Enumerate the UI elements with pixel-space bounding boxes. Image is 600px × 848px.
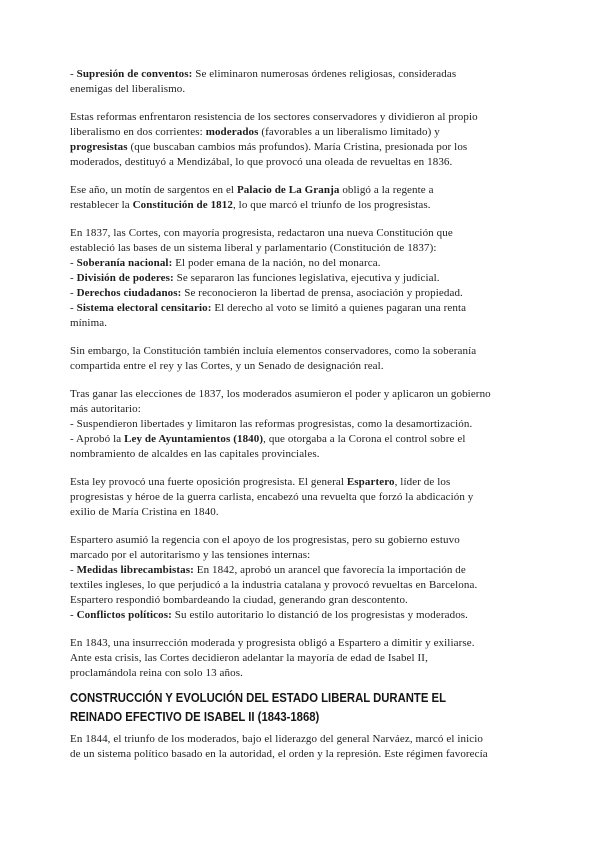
- text-line: [70, 608, 544, 623]
- bold-text: moderados: [205, 126, 259, 138]
- bold-text: Sistema electoral censitario:: [76, 302, 212, 314]
- text-line: [70, 183, 544, 198]
- text-line: [70, 533, 544, 548]
- text-line: [70, 747, 544, 762]
- text: Tras ganar las elecciones de 1837, los moderados asumieron el poder y aplicaron un gobierno: [70, 388, 491, 400]
- text-line: [70, 593, 544, 608]
- paragraph: [70, 533, 544, 623]
- text: marcado por el autoritarismo y las tensiones internas:: [70, 549, 311, 561]
- text-line: [70, 110, 544, 125]
- bold-text: CONSTRUCCIÓN Y EVOLUCIÓN DEL ESTADO LIBERAL DURANTE EL: [70, 690, 446, 705]
- text: -: [70, 257, 77, 269]
- text: En 1844, el triunfo de los moderados, bajo el liderazgo del general Narváez, marcó el inicio: [70, 733, 483, 745]
- bold-text: Soberanía nacional:: [76, 257, 173, 269]
- text: En 1842, aprobó un arancel que favorecía la importación de: [193, 564, 466, 576]
- paragraph: [70, 475, 544, 520]
- text: -: [70, 287, 77, 299]
- paragraph: [70, 636, 544, 681]
- text: -: [70, 272, 77, 284]
- text: moderados, destituyó a Mendizábal, lo que provocó una oleada de revueltas en 1836.: [70, 156, 453, 168]
- text-line: [70, 447, 544, 462]
- text: , líder de los: [394, 476, 451, 488]
- bold-text: División de poderes:: [76, 272, 174, 284]
- text-line: [70, 548, 544, 563]
- text: -: [70, 564, 77, 576]
- text: (favorables a un liberalismo limitado) y: [258, 126, 440, 138]
- text: -: [70, 68, 77, 80]
- text: , lo que marcó el triunfo de los progresistas.: [232, 199, 431, 211]
- text-line: [70, 578, 544, 593]
- text: Espartero respondió bombardeando la ciudad, generando gran descontento.: [70, 594, 408, 606]
- bold-text: Ley de Ayuntamientos (1840): [124, 433, 264, 445]
- text: compartida entre el rey y las Cortes, y un Senado de designación real.: [70, 360, 384, 372]
- text: El poder emana de la nación, no del monarca.: [172, 257, 381, 269]
- text-line: [70, 707, 482, 726]
- text: mínima.: [70, 317, 108, 329]
- text-line: [70, 732, 544, 747]
- paragraph: [70, 110, 544, 170]
- bold-text: Constitución de 1812: [132, 199, 233, 211]
- text-line: [70, 417, 544, 432]
- text-line: [70, 490, 544, 505]
- text: - Suspendieron libertades y limitaron las reformas progresistas, como la desamortización.: [70, 418, 473, 430]
- text-line: [70, 563, 544, 578]
- text: Se eliminaron numerosas órdenes religiosas, consideradas: [192, 68, 457, 80]
- text: Se reconocieron la libertad de prensa, asociación y propiedad.: [181, 287, 463, 299]
- text: estableció las bases de un sistema liberal y parlamentario (Constitución de 1837):: [70, 242, 437, 254]
- text-line: [70, 688, 482, 707]
- text: textiles ingleses, lo que perjudicó a la industria catalana y provocó revueltas en Barcelona.: [70, 579, 478, 591]
- text-line: [70, 505, 544, 520]
- text-line: [70, 140, 544, 155]
- text: - Aprobó la: [70, 433, 125, 445]
- text: Sin embargo, la Constitución también incluía elementos conservadores, como la soberanía: [70, 345, 477, 357]
- text: En 1837, las Cortes, con mayoría progresista, redactaron una nueva Constitución que: [70, 227, 453, 239]
- text-line: [70, 198, 544, 213]
- text-line: [70, 344, 544, 359]
- bold-text: Medidas librecambistas:: [76, 564, 194, 576]
- bold-text: Derechos ciudadanos:: [76, 287, 182, 299]
- text: exilio de María Cristina en 1840.: [70, 506, 219, 518]
- paragraph: [70, 226, 544, 331]
- document-body: [70, 67, 544, 775]
- text: , que otorgaba a la Corona el control sobre el: [263, 433, 466, 445]
- text-line: [70, 636, 544, 651]
- text-line: [70, 316, 544, 331]
- text: En 1843, una insurrección moderada y progresista obligó a Espartero a dimitir y exiliarse.: [70, 637, 475, 649]
- text: Espartero asumió la regencia con el apoyo de los progresistas, pero su gobierno estuvo: [70, 534, 460, 546]
- text-line: [70, 155, 544, 170]
- text: Esta ley provocó una fuerte oposición progresista. El general: [70, 476, 347, 488]
- bold-text: Conflictos políticos:: [76, 609, 172, 621]
- text: (que buscaban cambios más profundos). María Cristina, presionada por los: [127, 141, 468, 153]
- text-line: [70, 82, 544, 97]
- paragraph: [70, 732, 544, 762]
- text: Se separaron las funciones legislativa, ejecutiva y judicial.: [173, 272, 440, 284]
- paragraph: [70, 344, 544, 374]
- text-line: [70, 67, 544, 82]
- text-line: [70, 402, 544, 417]
- text: -: [70, 609, 77, 621]
- bold-text: Espartero: [346, 476, 395, 488]
- text-line: [70, 256, 544, 271]
- text: Su estilo autoritario lo distanció de los progresistas y moderados.: [171, 609, 469, 621]
- text: proclamándola reina con solo 13 años.: [70, 667, 243, 679]
- text-line: [70, 286, 544, 301]
- text: El derecho al voto se limitó a quienes pagaran una renta: [211, 302, 467, 314]
- text-line: [70, 475, 544, 490]
- bold-text: Supresión de conventos:: [76, 68, 193, 80]
- paragraph: [70, 387, 544, 462]
- text: nombramiento de alcaldes en las capitales provinciales.: [70, 448, 320, 460]
- text: -: [70, 302, 77, 314]
- text: liberalismo en dos corrientes:: [70, 126, 206, 138]
- text: progresistas y héroe de la guerra carlista, encabezó una revuelta que forzó la abdicación y: [70, 491, 474, 503]
- text: restablecer la: [70, 199, 133, 211]
- text-line: [70, 125, 544, 140]
- text-line: [70, 271, 544, 286]
- bold-text: progresistas: [70, 141, 128, 153]
- text: enemigas del liberalismo.: [70, 83, 186, 95]
- section-heading: [70, 688, 544, 726]
- bold-text: REINADO EFECTIVO DE ISABEL II (1843-1868): [70, 709, 320, 724]
- text-line: [70, 241, 544, 256]
- text-line: [70, 666, 544, 681]
- text-line: [70, 301, 544, 316]
- text-line: [70, 651, 544, 666]
- text-line: [70, 359, 544, 374]
- text: obligó a la regente a: [339, 184, 434, 196]
- text-line: [70, 226, 544, 241]
- text: más autoritario:: [70, 403, 141, 415]
- text-line: [70, 387, 544, 402]
- text: Ante esta crisis, las Cortes decidieron adelantar la mayoría de edad de Isabel II,: [70, 652, 428, 664]
- bold-text: Palacio de La Granja: [236, 184, 340, 196]
- text: Estas reformas enfrentaron resistencia de los sectores conservadores y dividieron al propio: [70, 111, 478, 123]
- text-line: [70, 432, 544, 447]
- paragraph: [70, 183, 544, 213]
- paragraph: [70, 67, 544, 97]
- text: de un sistema político basado en la autoridad, el orden y la represión. Este régimen favorecía: [70, 748, 488, 760]
- text: Ese año, un motín de sargentos en el: [70, 184, 237, 196]
